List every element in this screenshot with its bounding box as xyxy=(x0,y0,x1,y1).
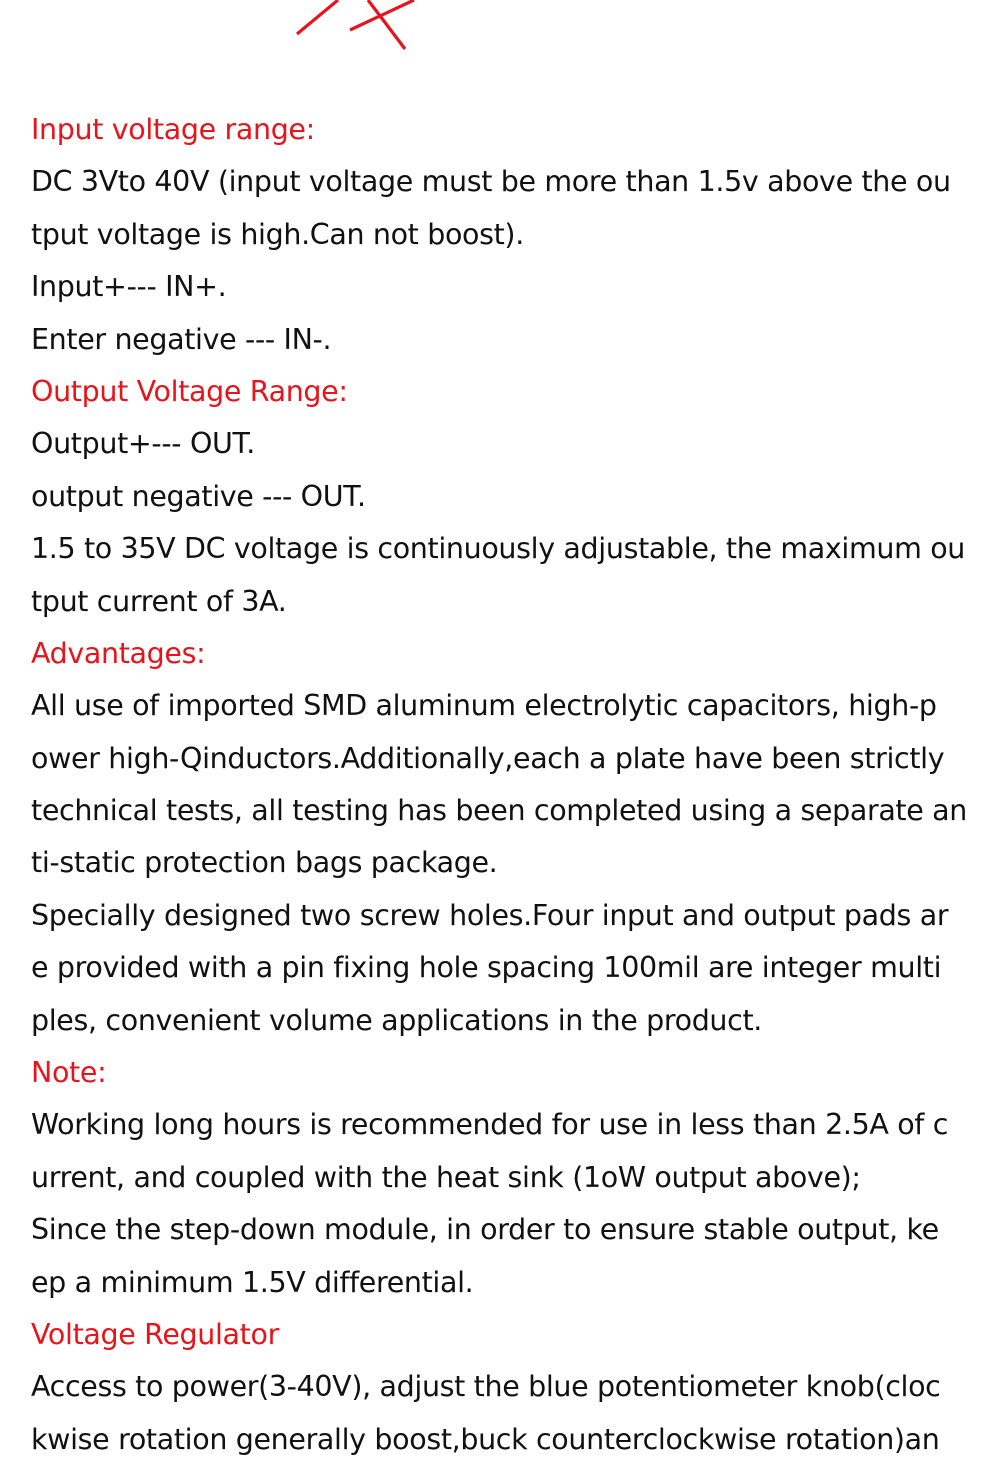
section-heading: Advantages: xyxy=(31,636,206,670)
text-line: Enter negative --- IN-. xyxy=(31,322,332,356)
text-line: Output+--- OUT. xyxy=(31,427,255,461)
text-line: e provided with a pin fixing hole spacing 100mil are integer multi xyxy=(31,951,942,985)
text-line: Access to power(3-40V), adjust the blue potentiometer knob(cloc xyxy=(31,1370,941,1404)
text-line: All use of imported SMD aluminum electrolytic capacitors, high-p xyxy=(31,689,937,723)
text-line: kwise rotation generally boost,buck counterclockwise rotation)an xyxy=(31,1422,940,1456)
text-line: ep a minimum 1.5V differential. xyxy=(31,1265,474,1299)
section-heading: Output Voltage Range: xyxy=(31,374,348,408)
mark-line-right xyxy=(350,0,414,30)
text-line: 1.5 to 35V DC voltage is continuously adjustable, the maximum ou xyxy=(31,532,966,566)
text-line: urrent, and coupled with the heat sink (1oW output above); xyxy=(31,1160,861,1194)
section-heading: Input voltage range: xyxy=(31,113,315,146)
text-line: DC 3Vto 40V (input voltage must be more than 1.5v above the ou xyxy=(31,165,951,199)
mark-line-left xyxy=(297,0,338,34)
text-line: Working long hours is recommended for use in less than 2.5A of c xyxy=(31,1108,949,1142)
spec-text-body xyxy=(31,104,996,1466)
text-line: technical tests, all testing has been completed using a separate an xyxy=(31,794,967,828)
text-line: Specially designed two screw holes.Four input and output pads ar xyxy=(31,898,949,932)
text-line: output negative --- OUT. xyxy=(31,479,366,513)
red-crossed-lines-icon xyxy=(290,0,430,56)
text-line: ples, convenient volume applications in the product. xyxy=(31,1003,762,1037)
text-line: Since the step-down module, in order to ensure stable output, ke xyxy=(31,1213,939,1247)
section-heading: Note: xyxy=(31,1056,107,1090)
text-line: ti-static protection bags package. xyxy=(31,846,498,880)
text-line: tput current of 3A. xyxy=(31,584,287,618)
section-heading: Voltage Regulator xyxy=(31,1317,279,1351)
text-line: ower high-Qinductors.Additionally,each a plate have been strictly xyxy=(31,741,945,775)
text-line: tput voltage is high.Can not boost). xyxy=(31,217,524,251)
text-line: Input+--- IN+. xyxy=(31,270,227,304)
